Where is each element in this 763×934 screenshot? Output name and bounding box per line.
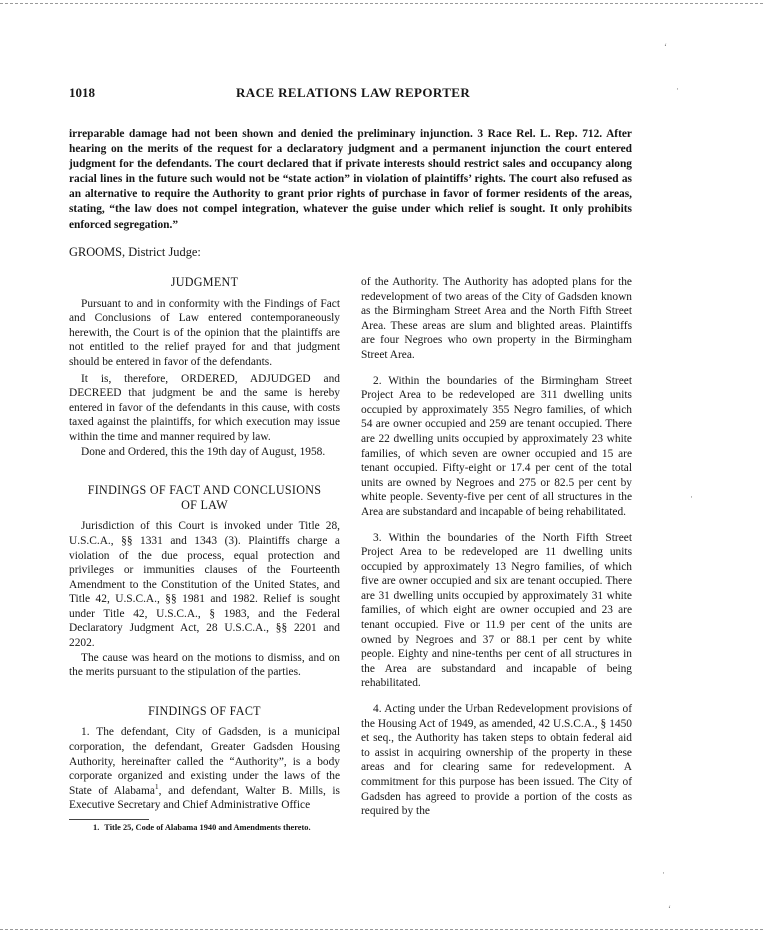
judgment-paragraph-1: Pursuant to and in conformity with the Findings of Fact and Conclusions of Law entered contemporaneously herewith, the Court is of the opinion that the plaintiffs are not entitled to the relief prayed for and that judgment should be entered in favor of the defendants. — [69, 297, 340, 368]
left-column — [69, 275, 340, 834]
judgment-heading: JUDGMENT — [170, 275, 239, 289]
judge-line: GROOMS, District Judge: — [69, 245, 201, 259]
running-head: RACE RELATIONS LAW REPORTER — [236, 85, 471, 100]
finding-4-paragraph: 4. Acting under the Urban Redevelopment provisions of the Housing Act of 1949, as amended, 42 U.S.C.A., § 1450 et seq., the Authority has taken steps to obtain federal aid to assist in acquiring ownership of the property in these areas and for clearing same for redevelopment. A commitment for this purpose has been issued. The City of Gadsden has agreed to provide a portion of the costs as required by the — [361, 703, 632, 818]
scan-speck: · — [662, 868, 665, 878]
finding-1-text-a: 1. The defendant, City of Gadsden, is a municipal corporation, the defendant, Greater Gadsden Housing Authority, hereinafter called the “Authority”, is a body corporate organized and existing under the laws of the State of Alabama — [69, 726, 340, 797]
findings-conclusions-heading-line-1: FINDINGS OF FACT AND CONCLUSIONS — [87, 483, 322, 498]
scan-speck: ‘ — [668, 904, 671, 914]
scan-speck: ‘ — [664, 42, 667, 52]
jurisdiction-paragraph: Jurisdiction of this Court is invoked under Title 28, U.S.C.A., §§ 1331 and 1343 (3). Plaintiffs charge a violation of the due process, equal protection and privileges or immunities clauses of the Fourteenth Amendment to the Constitution of the United States, and Title 42, U.S.C.A., §§ 1981 and 1982. Relief is sought under Title 42, U.S.C.A., § 1983, and the Federal Declaratory Judgment Act, 28 U.S.C.A., §§ 2201 and 2202. — [69, 520, 340, 650]
finding-1-text-b: , and defendant, Walter B. Mills, is Executive Secretary and Chief Administrative Office — [69, 784, 340, 812]
footnote-text: Title 25, Code of Alabama 1940 and Amendments thereto. — [104, 823, 311, 832]
findings-conclusions-heading — [69, 483, 340, 512]
authority-plans-paragraph: of the Authority. The Authority has adopted plans for the redevelopment of two areas of the City of Gadsden known as the Birmingham Street Area and the North Fifth Street Area. These areas are slum and blighted areas. Plaintiffs are four Negroes who own property in the Birmingham Street Area. — [361, 276, 632, 361]
finding-2-paragraph: 2. Within the boundaries of the Birmingham Street Project Area to be redeveloped are 311 dwelling units occupied by approximately 355 Negro families, of which 54 are owner occupied and 259 are tenant occupied. There are 22 dwelling units occupied by approximately 23 white families, of which seven are owner occupied and 15 are tenant occupied. Fifty-eight or 17.4 per cent of the total units are owned by Negroes and 275 or 82.5 per cent by white people. Seventy-five per cent of all structures in the Area are substandard and incapable of being rehabilitated. — [361, 374, 632, 518]
footnote-reference: 1 — [154, 782, 159, 792]
page-number: 1018 — [69, 85, 95, 100]
scan-edge-top — [0, 3, 763, 4]
judgment-paragraph-2: It is, therefore, ORDERED, ADJUDGED and DECREED that judgment be and the same is hereby entered in favor of the defendants in this cause, with costs taxed against the plaintiffs, for which execution may issue within the time and manner required by law. — [69, 372, 340, 443]
footnote-divider — [69, 819, 149, 820]
scan-speck: · — [676, 84, 679, 94]
scan-edge-bottom — [0, 929, 763, 930]
finding-1-paragraph — [69, 725, 340, 813]
right-column — [361, 275, 632, 819]
headnote: irreparable damage had not been shown and denied the preliminary injunction. 3 Race Rel. L. Rep. 712. After hearing on the merits of the request for a declaratory judgment and a permanent injunction the court entered judgment for the defendants. The court declared that if private interests should restrict sales and occupancy along racial lines in the future such would not be “state action” in violation of plaintiffs’ rights. The court also refused as an alternative to require the Authority to grant prior rights of purchase in favor of former residents of the areas, stating, “the law does not compel integration, whatever the guise under which relief is sought. It only prohibits enforced segregation.” — [69, 128, 632, 231]
footnote-label: 1. — [93, 823, 100, 832]
finding-3-paragraph: 3. Within the boundaries of the North Fifth Street Project Area to be redeveloped are 11 dwelling units occupied by approximately 13 Negro families, of which five are owner occupied and six are tenant occupied. There are 31 dwelling units occupied by approximately 31 white families, of which eight are owner occupied and 23 are tenant occupied. Five or 11.9 per cent of the units are owned by Negroes and 37 or 88.1 per cent by white people. Eighty and nine-tenths per cent of all structures in the Area are substandard and incapable of being rehabilitated. — [361, 531, 632, 690]
cause-heard-paragraph: The cause was heard on the motions to dismiss, and on the merits pursuant to the stipulation of the parties. — [69, 651, 340, 679]
findings-of-fact-heading: FINDINGS OF FACT — [148, 703, 261, 718]
footnote-1 — [69, 823, 340, 834]
findings-conclusions-heading-line-2: OF LAW — [181, 497, 228, 512]
scan-speck: · — [690, 492, 693, 502]
judgment-paragraph-3: Done and Ordered, this the 19th day of August, 1958. — [81, 445, 326, 458]
